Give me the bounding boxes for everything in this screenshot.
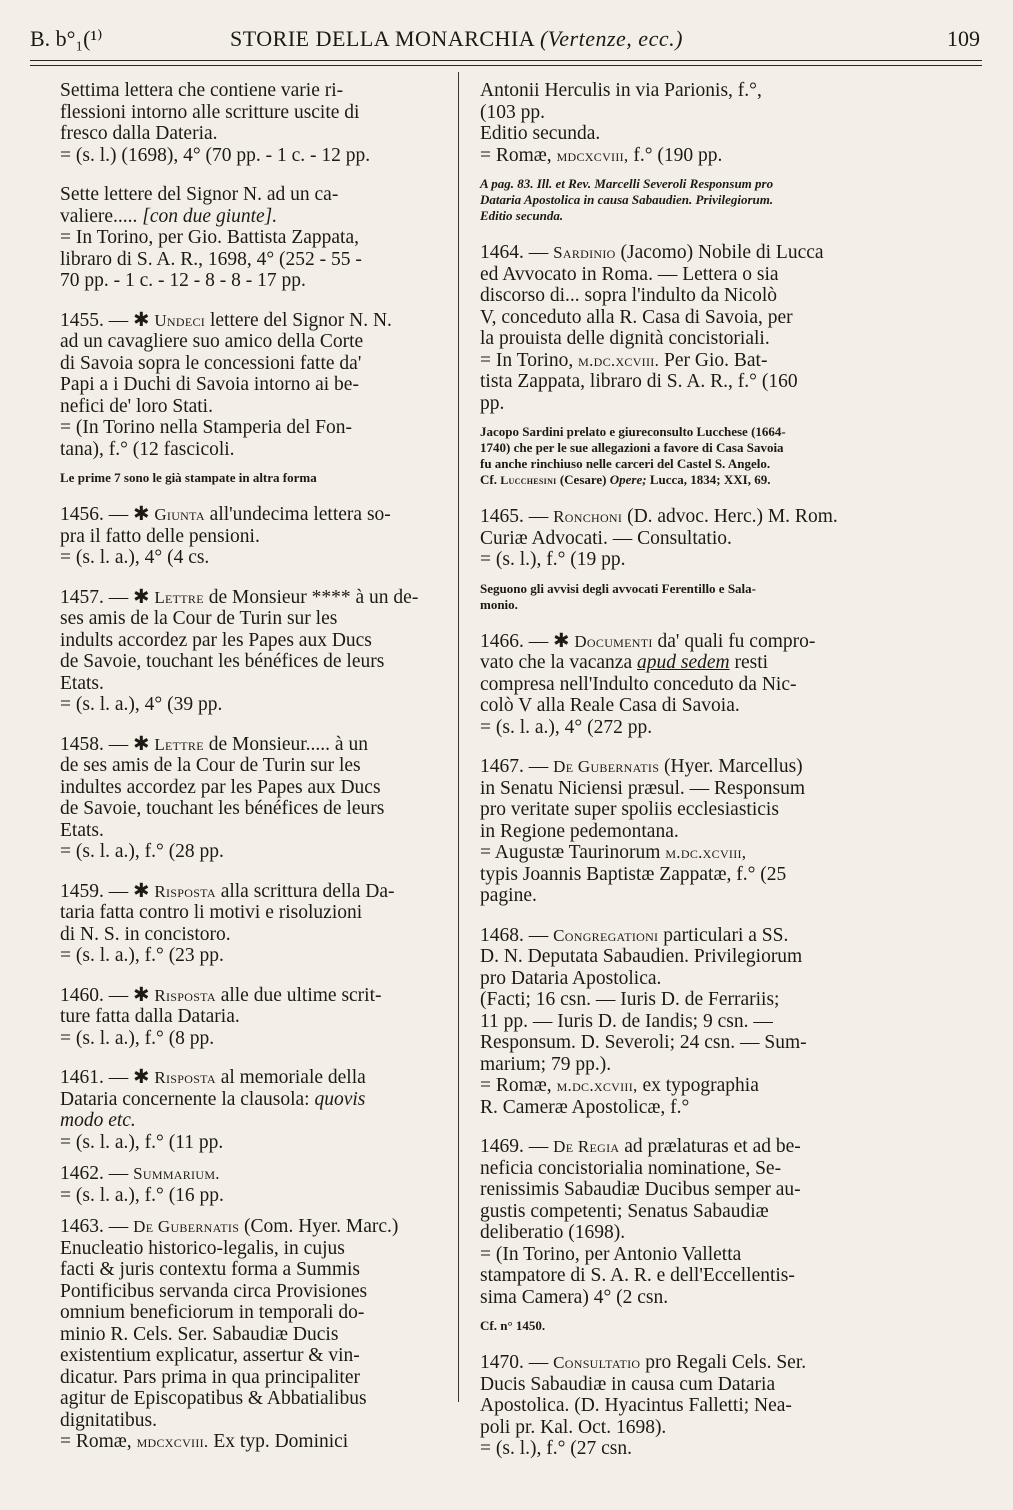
entry-number: 1455. — ✱ (60, 309, 150, 331)
entry-line: tista Zappata, libraro di S. A. R., f.° (160 (480, 371, 798, 392)
note-text: Cf. (480, 472, 497, 487)
entry-line: colò V alla Reale Casa di Savoia. (480, 695, 740, 716)
entry-note (480, 176, 872, 192)
entry-number: 1456. — ✱ (60, 504, 150, 525)
entry-line: typis Joannis Baptistæ Zappatæ, f.° (25 (480, 863, 787, 885)
entry-line: de Savoie, touchant les bénéfices de leurs (60, 651, 385, 672)
entry-line: pro Dataria Apostolica. (480, 967, 662, 989)
entry-line (60, 1089, 442, 1111)
entry-line: V, conceduto alla R. Casa di Savoia, per (480, 306, 793, 328)
entry-note: Cf. n° 1450. (480, 1318, 546, 1333)
entry-line: = (In Torino nella Stamperia del Fon- (60, 417, 352, 438)
entry-line (480, 842, 872, 864)
entry-line: dignitatibus. (60, 1409, 157, 1431)
entry-keyword: Congregationi (553, 925, 659, 945)
entry-text: de Monsieur **** à un de- (208, 586, 419, 608)
entry-line: (103 pp. (480, 101, 545, 123)
entry-date: mdcxcviii. (136, 1432, 209, 1451)
entry-note (480, 208, 872, 224)
entry-line: indultes accordez par les Papes aux Ducs (60, 776, 381, 798)
entry-1458-heading (60, 734, 442, 756)
entry-line (60, 206, 442, 228)
entry-line: = (s. l. a.), f.° (8 pp. (60, 1027, 215, 1049)
entry-note: 1740) che per le sue allegazioni a favore di Casa Savoia (480, 440, 784, 455)
note-line: A pag. 83. Ill. et Rev. Marcelli Severoli Responsum pro (480, 176, 774, 191)
entry-line: modo etc. (60, 1110, 136, 1131)
entry-1467-heading (480, 756, 872, 778)
entry-number: 1466. — ✱ (480, 630, 570, 652)
entry-line: = (s. l. a.), 4° (39 pp. (60, 694, 223, 715)
entry-keyword: De Regia (553, 1137, 620, 1156)
entry-line: existentium explicatur, assertur & vin- (60, 1345, 360, 1366)
entry-line: marium; 79 pp.). (480, 1053, 612, 1075)
entry-number: 1468. — (480, 924, 549, 946)
note-text: Lucca, 1834; XXI, 69. (649, 472, 771, 487)
note-line: Dataria Apostolica in causa Sabaudien. Privilegiorum. (480, 192, 774, 207)
entry-line: = (s. l. a.), f.° (23 pp. (60, 945, 224, 966)
entry-line: discorso di... sopra l'indulto da Nicolò (480, 285, 778, 306)
running-title-italic: (Vertenze, ecc.) (539, 26, 683, 51)
entry-text: ad prælaturas et ad be- (624, 1136, 801, 1157)
entry-1455-heading (60, 310, 442, 332)
signature-mark: B. b°₁(¹⁾ (30, 26, 103, 51)
entry-line: = (In Torino, per Antonio Valletta (480, 1243, 742, 1265)
entry-line: pagine. (480, 885, 537, 906)
entry-line: = (s. l. a.), f.° (28 pp. (60, 841, 224, 862)
entry-line: Etats. (60, 819, 104, 841)
entry-line: Enucleatio historico-legalis, in cujus (60, 1237, 345, 1259)
entry-line: = (s. l.) (1698), 4° (70 pp. - 1 c. - 12 pp. (60, 144, 371, 166)
entry-text: resti (734, 652, 769, 673)
entry-line: fresco dalla Dateria. (60, 123, 218, 144)
entry-1461-heading (60, 1067, 442, 1089)
running-title-main: STORIE DELLA MONARCHIA (230, 26, 534, 51)
entry-italic: [con due giunte]. (142, 205, 278, 227)
entry-line: renissimis Sabaudiæ Ducibus semper au- (480, 1179, 801, 1200)
entry-number: 1469. — (480, 1136, 549, 1157)
entry-line (480, 1075, 872, 1097)
entry-keyword: De Gubernatis (133, 1217, 240, 1236)
entry-line: Settima lettera che contiene varie ri- (60, 80, 344, 101)
entry-line: R. Cameræ Apostolicæ, f.° (480, 1096, 690, 1118)
entry-line: indults accordez par les Papes aux Ducs (60, 629, 372, 651)
entry-date: m.dc.xcviii, (665, 843, 747, 862)
entry-line: = (s. l. a.), f.° (16 pp. (60, 1184, 224, 1206)
entry-line (480, 145, 872, 167)
entry-keyword: Lettre (154, 587, 204, 607)
entry-1460-heading (60, 985, 442, 1007)
entry-number: 1457. — ✱ (60, 586, 150, 608)
entry-line (480, 350, 872, 372)
entry-line: gustis competenti; Senatus Sabaudiæ (480, 1200, 769, 1222)
entry-line: Pontificibus servanda circa Provisiones (60, 1280, 368, 1302)
entry-line: sima Camera) 4° (2 csn. (480, 1286, 669, 1308)
entry-line: poli pr. Kal. Oct. 1698). (480, 1416, 667, 1438)
entry-line: omnium beneficiorum in temporali do- (60, 1302, 365, 1323)
entry-line: stampatore di S. A. R. e dell'Eccellentis- (480, 1265, 795, 1286)
entry-note: fu anche rinchiuso nelle carceri del Castel S. Angelo. (480, 456, 771, 471)
entry-keyword: Undeci (154, 310, 206, 330)
entry-number: 1464. — (480, 242, 549, 263)
entry-1470-heading (480, 1352, 872, 1374)
entry-line: Responsum. D. Severoli; 24 csn. — Sum- (480, 1032, 807, 1053)
entry-line: Antonii Herculis in via Parionis, f.°, (480, 80, 762, 101)
entry-line: ses amis de la Cour de Turin sur les (60, 608, 338, 629)
entry-keyword: Risposta (154, 985, 216, 1005)
entry-text: (D. advoc. Herc.) M. Rom. (627, 506, 838, 527)
entry-text: de Monsieur..... à un (208, 733, 368, 755)
entry-note: Le prime 7 sono le già stampate in altra forma (60, 470, 317, 485)
entry-line: = (s. l.), f.° (19 pp. (480, 549, 626, 570)
entry-line: in Regione pedemontana. (480, 820, 679, 842)
entry-date: m.dc.xcviii. (578, 350, 660, 370)
entry-1456-heading (60, 504, 442, 526)
page-number: 109 (947, 26, 980, 51)
entry-line: = (s. l. a.), f.° (11 pp. (60, 1131, 224, 1153)
entry-line: ture fatta dalla Dataria. (60, 1006, 240, 1027)
entry-line: D. N. Deputata Sabaudien. Privilegiorum (480, 946, 803, 967)
entry-text: da' quali fu compro- (657, 630, 816, 652)
entry-note (480, 472, 872, 488)
entry-line: flessioni intorno alle scritture uscite di (60, 101, 360, 123)
entry-text: = Romæ, (480, 144, 552, 166)
entry-keyword: Lettre (154, 734, 204, 754)
entry-date: mdcxcviii, (556, 145, 629, 165)
entry-line: deliberatio (1698). (480, 1222, 626, 1243)
entry-keyword: Sardinio (553, 243, 616, 262)
entry-text: valiere..... (60, 205, 138, 227)
entry-line: tana), f.° (12 fascicoli. (60, 438, 235, 460)
entry-1468-heading (480, 925, 872, 947)
entry-number: 1467. — (480, 756, 549, 777)
entry-keyword: Summarium. (133, 1164, 220, 1183)
entry-line: facti & juris contextu forma a Summis (60, 1259, 361, 1280)
entry-text: all'undecima lettera so- (209, 504, 391, 525)
entry-1465-heading (480, 506, 872, 528)
entry-line: libraro di S. A. R., 1698, 4° (252 - 55 - (60, 248, 362, 270)
left-column (60, 80, 442, 1453)
entry-keyword: Giunta (154, 505, 205, 524)
note-author: Lucchesini (500, 473, 557, 487)
entry-line: di N. S. in concistoro. (60, 923, 231, 945)
entry-text: = Romæ, (60, 1431, 132, 1452)
entry-line: 11 pp. — Iuris D. de Iandis; 9 csn. — (480, 1010, 773, 1032)
entry-number: 1458. — ✱ (60, 733, 150, 755)
entry-text: alla scrittura della Da- (220, 880, 395, 902)
entry-1459-heading (60, 881, 442, 903)
entry-number: 1460. — ✱ (60, 984, 150, 1006)
entry-line: dicatur. Pars prima in qua principaliter (60, 1366, 360, 1388)
entry-line: = In Torino, per Gio. Battista Zappata, (60, 227, 359, 248)
header-rule-top (30, 60, 982, 61)
entry-line: = (s. l.), f.° (27 csn. (480, 1438, 633, 1459)
entry-line (60, 1431, 442, 1453)
entry-keyword: Consultatio (553, 1353, 641, 1372)
entry-line: Etats. (60, 672, 104, 694)
entry-line: di Savoia sopra le concessioni fatte da' (60, 352, 362, 374)
entry-text: = Romæ, (480, 1075, 552, 1096)
right-column (480, 80, 872, 1460)
note-line: Editio secunda. (480, 208, 564, 223)
entry-number: 1465. — (480, 506, 549, 527)
running-title (230, 26, 683, 52)
entry-line: Apostolica. (D. Hyacintus Falletti; Nea- (480, 1395, 792, 1416)
entry-text: f.° (190 pp. (633, 144, 723, 166)
entry-keyword: De Gubernatis (553, 757, 660, 776)
header-rule-bottom (30, 65, 982, 66)
entry-text: Dataria concernente la clausola: (60, 1088, 310, 1110)
entry-text: lettere del Signor N. N. (209, 309, 392, 331)
entry-line: ad un cavagliere suo amico della Corte (60, 331, 364, 352)
column-divider (458, 72, 459, 1402)
entry-number: 1463. — (60, 1216, 129, 1237)
entry-text: pro Regali Cels. Ser. (645, 1352, 807, 1373)
entry-text: al memoriale della (220, 1067, 366, 1088)
entry-line: minio R. Cels. Ser. Sabaudiæ Ducis (60, 1323, 339, 1345)
entry-text: Per Gio. Bat- (664, 349, 768, 371)
entry-line: taria fatta contro li motivi e risoluzioni (60, 902, 363, 923)
entry-line: = (s. l. a.), 4° (272 pp. (480, 716, 653, 738)
entry-line: Editio secunda. (480, 123, 601, 144)
entry-line: pro veritate super spoliis ecclesiasticis (480, 799, 779, 820)
entry-text: particulari a SS. (663, 924, 789, 946)
entry-line: neficia concistorialia nominatione, Se- (480, 1157, 782, 1179)
entry-1463-heading (60, 1216, 442, 1238)
entry-keyword: Risposta (154, 1068, 216, 1087)
entry-number: 1459. — ✱ (60, 880, 150, 902)
entry-line: nefici de' loro Stati. (60, 395, 213, 417)
entry-date: m.dc.xcviii, (556, 1076, 638, 1095)
entry-line: de ses amis de la Cour de Turin sur les (60, 755, 361, 776)
entry-number: 1461. — ✱ (60, 1067, 150, 1088)
entry-line: Sette lettere del Signor N. ad un ca- (60, 184, 339, 205)
entry-note: Jacopo Sardini prelato e giureconsulto Lucchese (1664- (480, 424, 786, 439)
note-title: Opere; (609, 472, 647, 487)
entry-line: de Savoie, touchant les bénéfices de leurs (60, 798, 385, 819)
entry-number: 1462. — (60, 1163, 129, 1184)
entry-text: vato che la vacanza (480, 652, 633, 673)
entry-text: = Augustæ Taurinorum (480, 842, 661, 863)
entry-note: monio. (480, 596, 518, 612)
entry-line: pra il fatto delle pensioni. (60, 525, 260, 547)
entry-number: 1470. — (480, 1352, 549, 1373)
entry-line: agitur de Episcopatibus & Abbatialibus (60, 1388, 367, 1409)
entry-1462-heading (60, 1163, 442, 1185)
entry-keyword: Documenti (574, 631, 653, 651)
entry-text: (Hyer. Marcellus) (664, 756, 803, 777)
note-text: (Cesare) (559, 472, 607, 487)
entry-line: Curiæ Advocati. — Consultatio. (480, 527, 732, 549)
page-header (30, 22, 980, 56)
entry-line: Ducis Sabaudiæ in causa cum Dataria (480, 1373, 776, 1395)
entry-line: (Facti; 16 csn. — Iuris D. de Ferrariis; (480, 989, 780, 1010)
entry-1457-heading (60, 587, 442, 609)
entry-text: ex typographia (642, 1075, 759, 1096)
entry-1466-heading (480, 631, 872, 653)
entry-text: (Jacomo) Nobile di Lucca (620, 242, 824, 263)
entry-1464-heading (480, 242, 872, 264)
entry-text: = In Torino, (480, 349, 574, 371)
entry-italic: quovis (314, 1088, 366, 1110)
entry-line: pp. (480, 392, 505, 414)
entry-1469-heading (480, 1136, 872, 1158)
entry-keyword: Ronchoni (553, 507, 623, 526)
entry-italic: apud sedem (636, 652, 730, 673)
entry-line: in Senatu Niciensi præsul. — Responsum (480, 777, 805, 799)
entry-text: (Com. Hyer. Marc.) (244, 1216, 399, 1237)
entry-line: compresa nell'Indulto conceduto da Nic- (480, 673, 797, 695)
entry-note: Seguono gli avvisi degli avvocati Ferentillo e Sala- (480, 580, 757, 596)
entry-line: Papi a i Duchi di Savoia intorno ai be- (60, 374, 359, 395)
entry-keyword: Risposta (154, 881, 216, 901)
entry-note (480, 192, 872, 208)
entry-line: ed Avvocato in Roma. — Lettera o sia (480, 263, 779, 285)
entry-line: = (s. l. a.), 4° (4 cs. (60, 547, 210, 568)
entry-text: alle due ultime scrit- (220, 984, 382, 1006)
entry-line: la prouista delle dignità concistoriali. (480, 328, 770, 349)
entry-text: Ex typ. Dominici (213, 1431, 349, 1452)
entry-line: 70 pp. - 1 c. - 12 - 8 - 8 - 17 pp. (60, 270, 306, 291)
entry-line (480, 652, 872, 674)
